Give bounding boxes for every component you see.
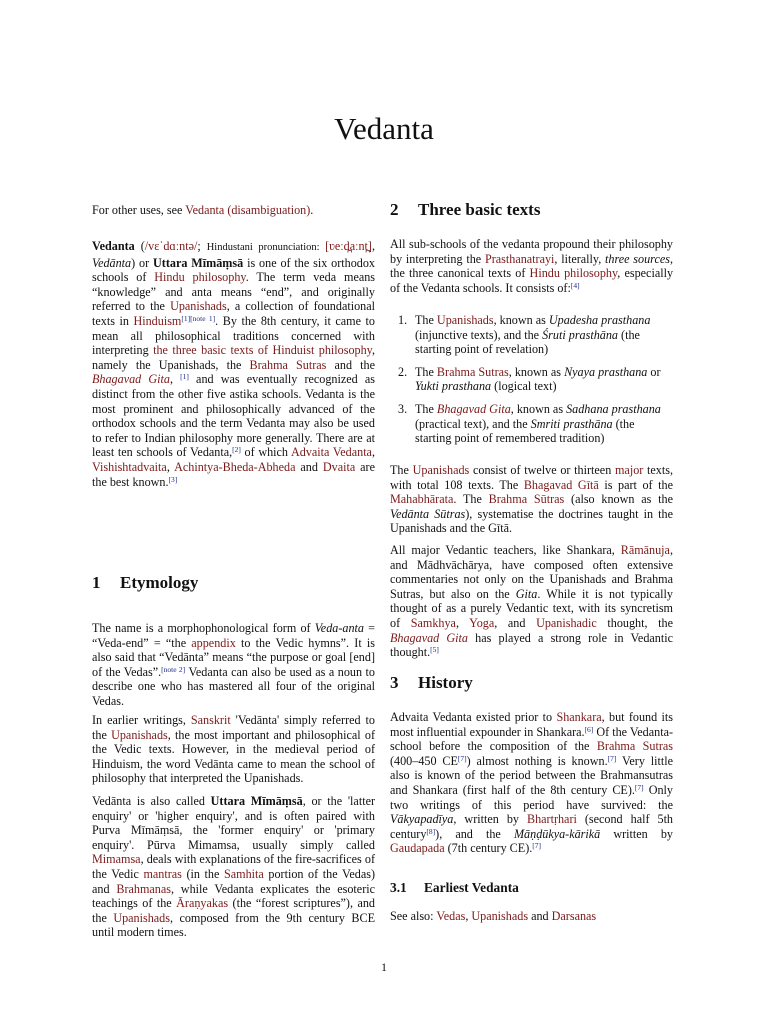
brahma-sutras-link[interactable]: Brahma Sūtras [488, 492, 565, 507]
mahabharata-link[interactable]: Mahabhārata [390, 492, 454, 507]
bhagavad-gita-link[interactable]: Bhagavad Gita [92, 372, 170, 387]
upanishads-link[interactable]: Upanishads [113, 910, 170, 925]
major-upanishads-link[interactable]: major [614, 463, 644, 477]
ref-link[interactable]: [6] [584, 724, 594, 734]
sanskrit-link[interactable]: Sanskrit [190, 713, 231, 727]
note-link[interactable]: [note 2] [161, 664, 186, 674]
ref-link[interactable]: [2] [232, 445, 241, 455]
samkhya-link[interactable]: Samkhya [410, 615, 456, 630]
three-texts-paragraph-3: All major Vedantic teachers, like Shankara, Rāmānuja, and Mādhvāchārya, have composed often extensive commentaries not only on the Upanishads and Brahma Sutras, but also on the Gita. While it is not typically thought of as a purely Vedantic text, with its syncretism of Samkhya, Yoga, and Upanishadic thought, the Bhagavad Gita has played a strong role in Vedantic thought.[5] [390, 543, 674, 660]
vedas-link[interactable]: Vedas [436, 909, 466, 923]
section-heading-history: 3 History [390, 673, 473, 692]
etymology-paragraph-3: Vedānta is also called Uttara Mīmāṃsā, or the 'latter enquiry' or 'higher enquiry', and is often paired with Purva Mīmāṃsā, the 'former enquiry' or 'primary enquiry'. Pūrva Mimamsa, usually simply called Mimamsa, deals with explanations of the fire-sacrifices of the Vedic mantras (in the Samhita portion of the Vedas) and Brahmanas, while Vedanta explicates the esoteric teachings of the Āraṇyakas (the “forest scriptures”), and the Upanishads, composed from the 9th century BCE until modern times. [92, 794, 376, 940]
page-number: 1 [381, 960, 387, 974]
prasthanatrayi-link[interactable]: Prasthanatrayi [484, 251, 555, 266]
intro-paragraph: Vedanta (/vɛˈdɑːntə/; Hindustani pronunciation: [ʋeːd̪aːnt̪], Vedānta) or Uttara Mīmāṃsā is one of the six orthodox schools of Hindu philosophy. The term veda means “knowledge” and anta means “end”, and originally referred to the Upanishads, a collection of foundational texts in Hinduism[1][note 1]. By the 8th century, it came to mean all philosophical traditions concerned with interpreting the three basic texts of Hinduist philosophy, namely the Upanishads, the Brahma Sutras and the Bhagavad Gita, [1] and was eventually recognized as distinct from the other five astika schools. Vedanta is the most prominent and philosophically advanced of the orthodox schools and the term Vedanta may also be used to refer to Indian philosophy more generally. There are at least ten schools of Vedanta,[2] of which Advaita Vedanta, Vishishtadvaita, Achintya-Bheda-Abheda and Dvaita are the best known.[3] [92, 239, 376, 489]
disambiguation-link[interactable]: Vedanta (disambiguation) [185, 203, 311, 217]
list-item: 3. The Bhagavad Gita, known as Sadhana prasthana (practical text), and the Smriti prasthāna (the starting point of remembered tradition) [398, 401, 661, 446]
ref-link[interactable]: [1] [180, 372, 189, 382]
upanishads-link[interactable]: Upanishads [170, 299, 227, 314]
three-texts-paragraph-2: The Upanishads consist of twelve or thirteen major texts, with total 108 texts. The Bhagavad Gītā is part of the Mahabhārata. The Brahma Sūtras (also known as the Vedānta Sūtras), systematise the doctrines taught in the Upanishads and the Gītā. [390, 463, 673, 536]
ramanuja-link[interactable]: Rāmānuja [620, 543, 670, 557]
see-also-line: See also: Vedas, Upanishads and Darsanas [390, 909, 597, 923]
ref-link[interactable]: [5] [430, 645, 439, 655]
yoga-link[interactable]: Yoga [469, 615, 495, 630]
shankara-link[interactable]: Shankara [556, 710, 602, 724]
mimamsa-link[interactable]: Mimamsa [92, 852, 141, 867]
ref-link[interactable]: [1] [181, 313, 191, 323]
hindustani-ipa-link[interactable]: [ʋeːd̪aːnt̪] [325, 239, 372, 253]
ref-link[interactable]: [4] [570, 280, 580, 290]
hindu-philosophy-link[interactable]: Hindu philosophy [529, 266, 618, 281]
subsection-heading-earliest-vedanta: 3.1 Earliest Vedanta [390, 880, 519, 895]
three-texts-paragraph-1: All sub-schools of the vedanta propound their philosophy by interpreting the Prasthanatrayi, literally, three sources, the three canonical texts of Hindu philosophy, especially of the Vedanta schools. It consists of:[4] [390, 237, 674, 295]
ref-link[interactable]: [8] [426, 826, 436, 836]
dvaita-link[interactable]: Dvaita [322, 459, 356, 474]
brahma-sutras-link[interactable]: Brahma Sutras [249, 357, 327, 372]
list-item: 1. The Upanishads, known as Upadesha prasthana (injunctive texts), and the Śruti prasthāna (the starting point of revelation) [398, 313, 651, 357]
samhita-link[interactable]: Samhita [224, 866, 264, 881]
three-texts-list [390, 313, 673, 454]
history-paragraph: Advaita Vedanta existed prior to Shankara, but found its most influential expounder in Shankara.[6] Of the Vedanta-school before the composition of the Brahma Sutras (400–450 CE[7]) almost nothing is known.[7] Very little also is known of the period between the Brahmansutras and Shankara (first half of the 8th century CE).[7] Only two writings of this period have survived: the Vākyapadīya, written by Bhartṛhari (second half 5th century[8]), and the Māṇḍūkya-kārikā written by Gaudapada (7th century CE).[7] [390, 710, 674, 856]
brahma-sutras-link[interactable]: Brahma Sutras [596, 739, 673, 754]
aranyakas-link[interactable]: Āraṇyakas [176, 896, 229, 911]
bhagavad-gita-link[interactable]: Bhagavad Gita [436, 401, 511, 416]
mantras-link[interactable]: mantras [143, 866, 182, 881]
ref-link[interactable]: [3] [168, 474, 178, 484]
vishishtadvaita-link[interactable]: Vishishtadvaita [92, 459, 167, 474]
upanishads-link[interactable]: Upanishads [436, 313, 494, 327]
etymology-paragraph-2: In earlier writings, Sanskrit 'Vedānta' simply referred to the Upanishads, the most important and philosophical of the Vedic texts. However, in the medieval period of Hinduism, the word Vedānta came to mean the school of philosophy that interpreted the Upanishads. [92, 713, 376, 786]
etymology-paragraph-1: The name is a morphophonological form of Veda-anta = “Veda-end” = “the appendix to the Vedic hymns”. It is also said that “Vedānta” means “the purpose or goal [end] of the Vedas”.[note 2] Vedanta can also be used as a noun to describe one who has mastered all four of the original Vedas. [92, 621, 375, 708]
list-item: 2. The Brahma Sutras, known as Nyaya prasthana or Yukti prasthana (logical text) [398, 364, 661, 394]
upanishads-link[interactable]: Upanishads [471, 909, 529, 923]
gaudapada-link[interactable]: Gaudapada [390, 841, 445, 856]
section-heading-three-basic-texts: 2 Three basic texts [390, 200, 541, 219]
ref-link[interactable]: [7] [457, 753, 467, 763]
darsanas-link[interactable]: Darsanas [551, 909, 597, 923]
upanishadic-link[interactable]: Upanishadic [536, 615, 597, 630]
achintya-link[interactable]: Achintya-Bheda-Abheda [174, 459, 296, 474]
note-link[interactable]: [note 1] [190, 313, 216, 323]
brahma-sutras-link[interactable]: Brahma Sutras [436, 364, 509, 379]
page-title: Vedanta [334, 111, 434, 146]
brahmanas-link[interactable]: Brahmanas [116, 881, 171, 896]
ref-link[interactable]: [7] [607, 753, 617, 763]
appendix-link[interactable]: appendix [191, 635, 236, 650]
bhartrhari-link[interactable]: Bhartṛhari [526, 812, 577, 827]
hatnote: For other uses, see Vedanta (disambiguation). [92, 203, 314, 217]
ref-link[interactable]: [7] [532, 841, 542, 851]
hindu-philosophy-link[interactable]: Hindu philosophy [154, 270, 246, 285]
ref-link[interactable]: [7] [634, 782, 644, 792]
section-heading-etymology: 1 Etymology [92, 573, 199, 592]
bhagavad-gita-link[interactable]: Bhagavad Gītā [523, 477, 599, 492]
upanishads-link[interactable]: Upanishads [111, 727, 168, 742]
advaita-vedanta-link[interactable]: Advaita Vedanta [290, 445, 372, 460]
ipa-link[interactable]: /vɛˈdɑːntə/ [144, 239, 198, 253]
upanishads-link[interactable]: Upanishads [412, 463, 470, 477]
hinduism-link[interactable]: Hinduism [133, 313, 182, 328]
bhagavad-gita-link[interactable]: Bhagavad Gita [390, 630, 468, 645]
three-basic-texts-link[interactable]: the three basic texts of Hinduist philosophy [153, 343, 372, 358]
